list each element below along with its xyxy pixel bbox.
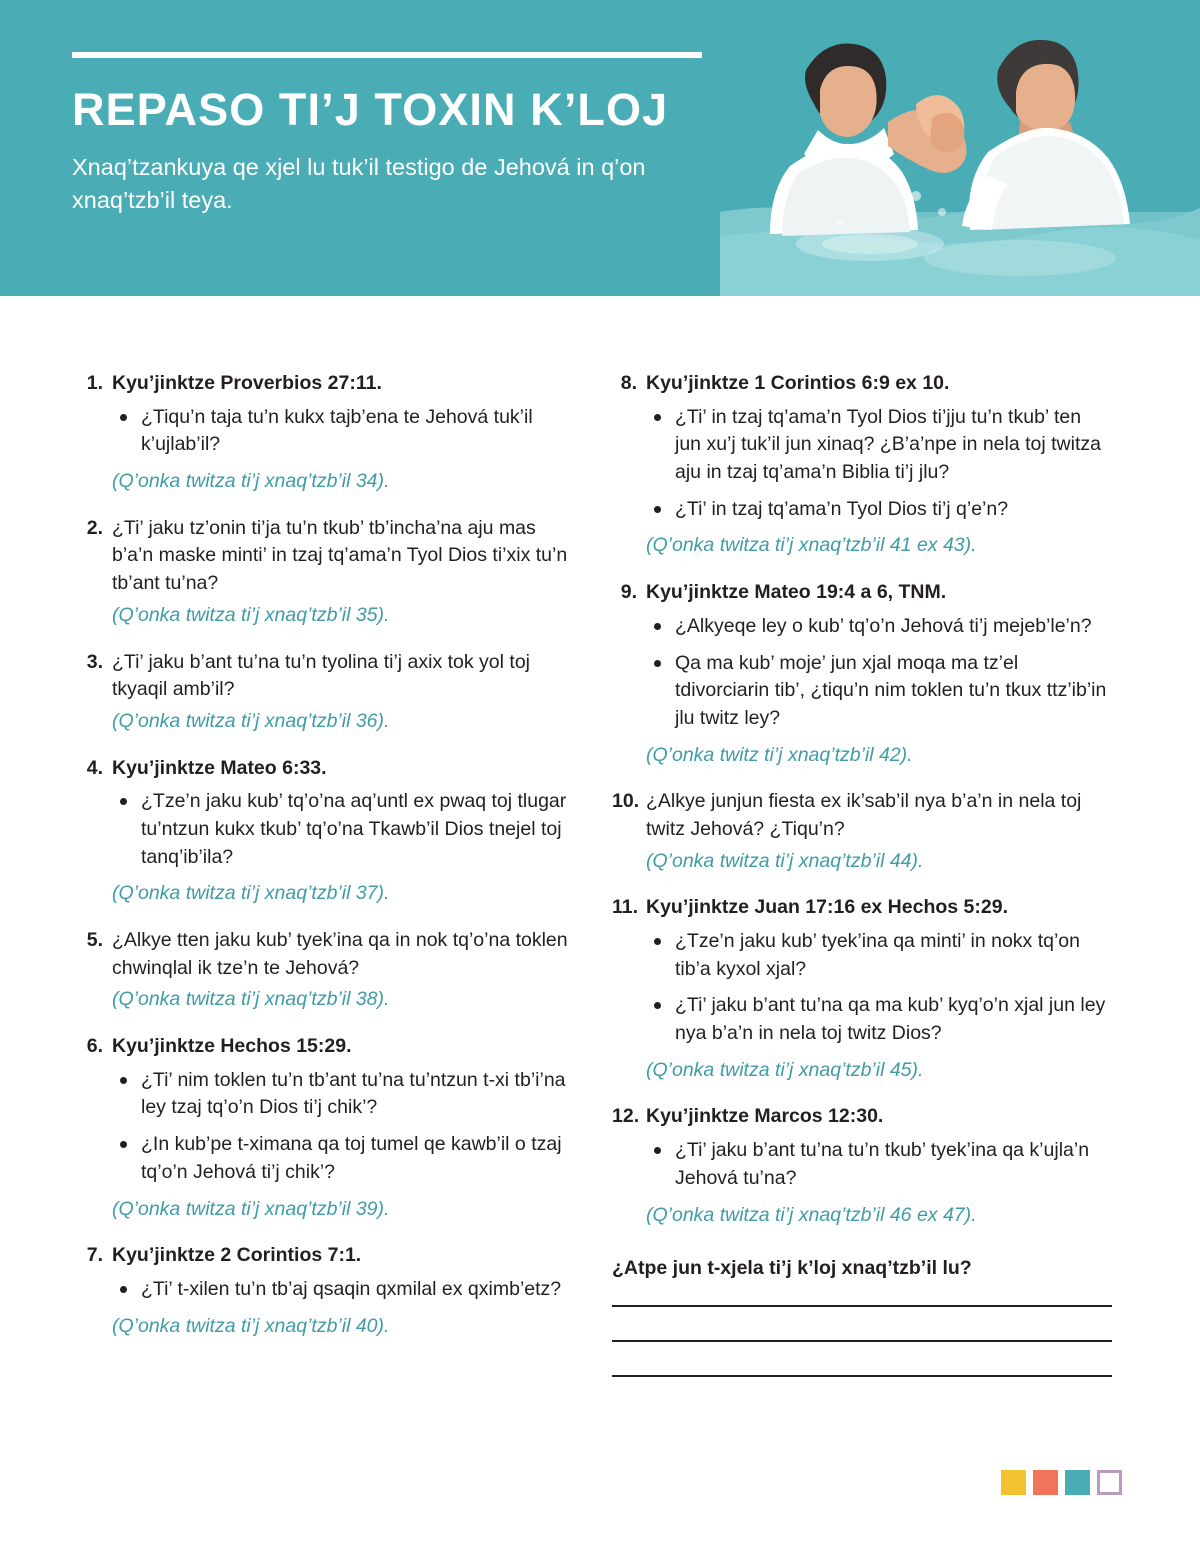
question-number: 1. [86, 372, 103, 394]
question-body [112, 1242, 578, 1340]
study-reference: (Q’onka twitza ti’j xnaq’tzb’il 45). [646, 1058, 924, 1081]
question-number: 11. [612, 896, 639, 919]
question-body [646, 370, 1112, 560]
page-header [0, 0, 1200, 296]
question-number: 12. [612, 1105, 640, 1128]
scripture-citation: Kyu’jinktze Marcos 12:30. [646, 1105, 884, 1128]
question-item [612, 370, 1112, 560]
question-bullet-list [646, 1137, 1112, 1192]
question-bullet: ¿Ti’ in tzaj tq’ama’n Tyol Dios ti’jju tu’n tkub’ ten jun xu’j tuk’il jun xinaq? ¿B’a’npe in nela toj twitza aju in tzaj tq’ama’n Biblia ti’j jlu? [646, 404, 1112, 487]
question-item [78, 515, 578, 630]
question-item [78, 649, 578, 736]
question-body [112, 755, 578, 908]
question-number: 6. [86, 1035, 103, 1058]
question-bullet-list [646, 613, 1112, 733]
question-text: ¿Ti’ jaku b’ant tu’na tu’n tyolina ti’j axix tok yol toj tkyaqil amb’il? [112, 650, 530, 701]
study-reference: (Q’onka twitz ti’j xnaq’tzb’il 42). [646, 743, 913, 766]
study-reference: (Q’onka twitza ti’j xnaq’tzb’il 41 ex 43). [646, 534, 977, 557]
questions-column-left [78, 370, 578, 1359]
questions-column-right [612, 370, 1112, 1410]
question-bullet-list [112, 1067, 578, 1187]
question-bullet: Qa ma kub’ moje’ jun xjal moqa ma tz’el tdivorciarin tib’, ¿tiqu’n nim toklen tu’n tkux ttz’ib’in jlu twitz ley? [646, 650, 1112, 733]
question-bullet: ¿Ti’ in tzaj tq’ama’n Tyol Dios ti’j q’e’n? [646, 496, 1112, 524]
question-item [78, 755, 578, 908]
question-number: 8. [620, 372, 637, 394]
study-reference: (Q’onka twitza ti’j xnaq’tzb’il 40). [112, 1314, 390, 1337]
page-subtitle: Xnaq’tzankuya qe xjel lu tuk’il testigo de Jehová in q’on xnaq’tzb’il teya. [72, 154, 646, 213]
question-text: ¿Alkye tten jaku kub’ tyek’ina qa in nok tq’o’na toklen chwinqlal ik tze’n te Jehová? [112, 929, 568, 979]
study-reference: (Q’onka twitza ti’j xnaq’tzb’il 39). [112, 1197, 390, 1220]
baptism-illustration [720, 0, 1200, 296]
question-item [612, 894, 1112, 1084]
question-number: 10. [612, 790, 640, 813]
scripture-citation: Kyu’jinktze Mateo 6:33. [112, 756, 327, 779]
study-reference: (Q’onka twitza ti’j xnaq’tzb’il 44). [646, 849, 924, 872]
question-item [612, 788, 1112, 875]
answer-write-lines[interactable] [612, 1305, 1112, 1377]
study-reference: (Q’onka twitza ti’j xnaq’tzb’il 35). [112, 603, 390, 626]
color-swatch [1001, 1470, 1026, 1495]
question-bullet: ¿In kub’pe t-ximana qa toj tumel qe kawb’il o tzaj tq’o’n Jehová ti’j chik’? [112, 1131, 578, 1186]
answer-line[interactable] [612, 1340, 1112, 1342]
question-bullet: ¿Alkyeqe ley o kub’ tq’o’n Jehová ti’j mejeb’le’n? [646, 613, 1112, 641]
question-bullet: ¿Ti’ jaku b’ant tu’na tu’n tkub’ tyek’ina qa k’ujla’n Jehová tu’na? [646, 1137, 1112, 1192]
question-bullet: ¿Tiqu’n taja tu’n kukx tajb’ena te Jehová tuk’il k’ujlab’il? [112, 404, 578, 459]
question-bullet-list [112, 1276, 578, 1304]
question-number: 4. [86, 756, 103, 779]
question-text: ¿Alkye junjun fiesta ex ik’sab’il nya b’a’n in nela toj twitz Jehová? ¿Tiqu’n? [646, 790, 1082, 840]
question-item [78, 1033, 578, 1223]
question-number: 2. [86, 516, 103, 539]
scripture-citation: Kyu’jinktze Juan 17:16 ex Hechos 5:29. [646, 896, 1008, 919]
question-body [112, 1033, 578, 1223]
color-swatch [1097, 1470, 1122, 1495]
question-item [612, 579, 1112, 769]
study-reference: (Q’onka twitza ti’j xnaq’tzb’il 38). [112, 988, 390, 1011]
question-body [646, 579, 1112, 769]
study-reference: (Q’onka twitza ti’j xnaq’tzb’il 34). [112, 470, 390, 493]
color-swatch [1065, 1470, 1090, 1495]
question-bullet: ¿Tze’n jaku kub’ tq’o’na aq’untl ex pwaq toj tlugar tu’ntzun kukx tkub’ tq’o’na Tkawb’il Dios tnejel toj tanq’ib’ila? [112, 788, 578, 871]
question-bullet: ¿Ti’ nim toklen tu’n tb’ant tu’na tu’ntzun t-xi tb’i’na ley tzaj tq’o’n Dios ti’j chik’? [112, 1067, 578, 1122]
footer-color-swatches [1001, 1470, 1122, 1495]
study-reference: (Q’onka twitza ti’j xnaq’tzb’il 37). [112, 882, 390, 905]
question-bullet-list [646, 928, 1112, 1048]
question-body [646, 894, 1112, 1084]
scripture-citation: Kyu’jinktze Hechos 15:29. [112, 1035, 352, 1058]
title-rule [72, 52, 702, 58]
question-body [112, 370, 578, 496]
study-reference: (Q’onka twitza ti’j xnaq’tzb’il 36). [112, 709, 390, 732]
question-body [112, 515, 578, 630]
content-area [0, 296, 1200, 1543]
question-body [646, 788, 1112, 875]
header-text-block [72, 52, 772, 216]
question-body [112, 649, 578, 736]
scripture-citation: Kyu’jinktze Proverbios 27:11. [112, 372, 382, 394]
color-swatch [1033, 1470, 1058, 1495]
question-bullet-list [646, 404, 1112, 524]
question-number: 9. [620, 581, 637, 604]
question-item [78, 370, 578, 496]
question-body [646, 1103, 1112, 1229]
page-title: REPASO TI’J TOXIN K’LOJ [72, 84, 669, 135]
question-body [112, 927, 578, 1014]
question-bullet: ¿Ti’ t-xilen tu’n tb’aj qsaqin qxmilal ex qximb’etz? [112, 1276, 578, 1304]
question-bullet-list [112, 404, 578, 459]
scripture-citation: Kyu’jinktze Mateo 19:4 a 6, TNM. [646, 581, 947, 604]
question-item [612, 1103, 1112, 1229]
question-number: 3. [86, 650, 103, 673]
question-item [78, 927, 578, 1014]
scripture-citation: Kyu’jinktze 1 Corintios 6:9 ex 10. [646, 372, 950, 394]
question-bullet: ¿Ti’ jaku b’ant tu’na qa ma kub’ kyq’o’n xjal jun ley nya b’a’n in nela toj twitz Dios? [646, 992, 1112, 1047]
final-question: ¿Atpe jun t-xjela ti’j k’loj xnaq’tzb’il lu? [612, 1257, 972, 1280]
question-bullet: ¿Tze’n jaku kub’ tyek’ina qa minti’ in nokx tq’on tib’a kyxol xjal? [646, 928, 1112, 983]
study-reference: (Q’onka twitza ti’j xnaq’tzb’il 46 ex 47). [646, 1203, 977, 1226]
question-number: 7. [86, 1244, 103, 1267]
scripture-citation: Kyu’jinktze 2 Corintios 7:1. [112, 1244, 362, 1267]
question-number: 5. [86, 929, 103, 951]
question-bullet-list [112, 788, 578, 871]
question-text: ¿Ti’ jaku tz’onin ti’ja tu’n tkub’ tb’incha’na aju mas b’a’n maske minti’ in tzaj tq’ama’n Tyol Dios ti’xix tu’n tb’ant tu’na? [112, 516, 568, 595]
question-item [78, 1242, 578, 1340]
answer-line[interactable] [612, 1375, 1112, 1377]
answer-line[interactable] [612, 1305, 1112, 1307]
